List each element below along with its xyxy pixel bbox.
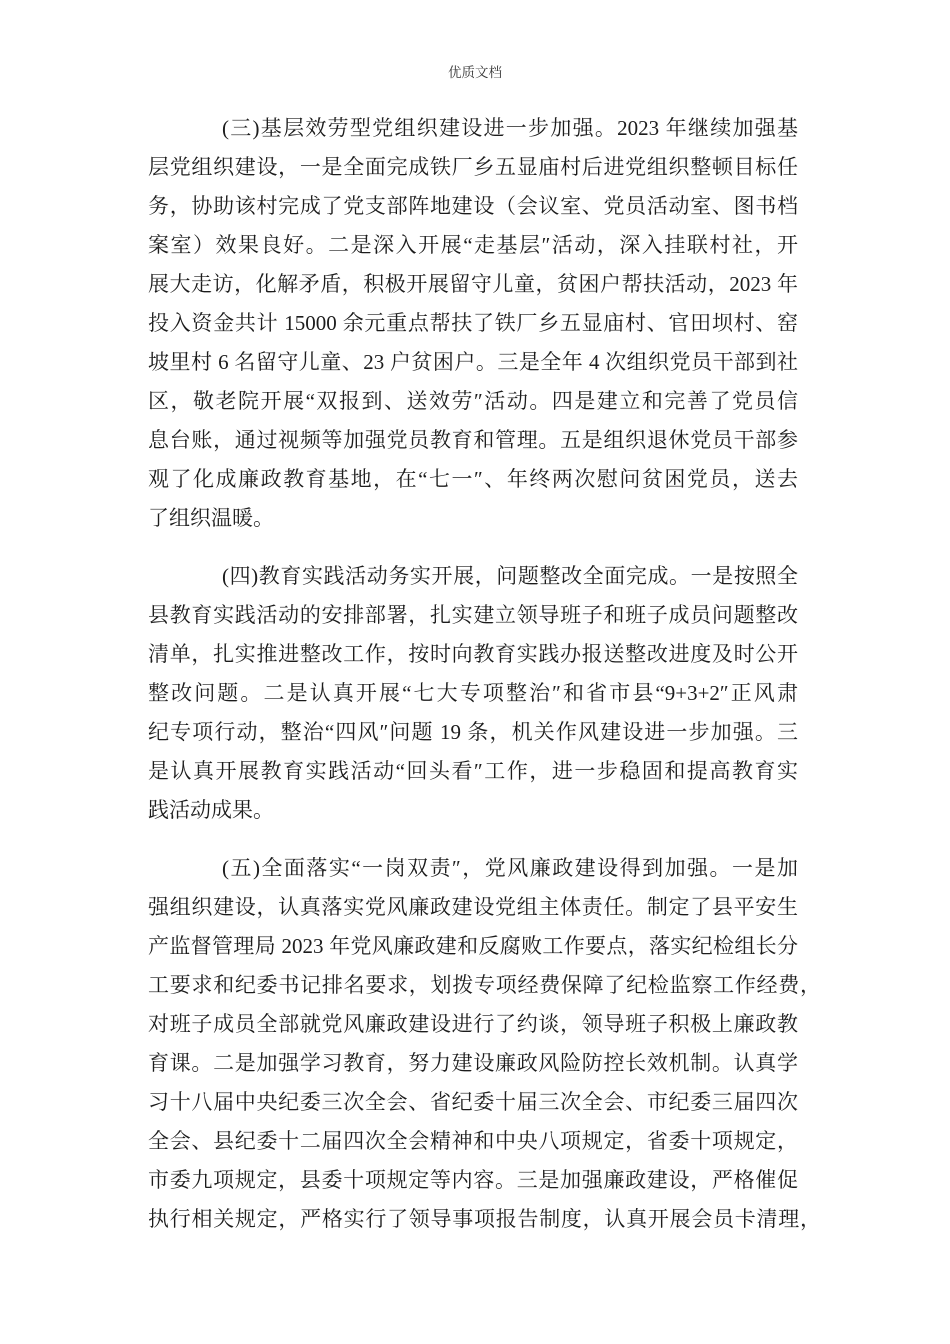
paragraph-line: 案室）效果良好。二是深入开展“走基层″活动，深入挂联村社，开 [148, 233, 798, 257]
paragraph-section-4 [148, 557, 798, 830]
paragraph-heading-line: (五)全面落实“一岗双责″，党风廉政建设得到加强。一是加 [222, 856, 798, 880]
paragraph-line: 工要求和纪委书记排名要求，划拨专项经费保障了纪检监察工作经费， [148, 973, 821, 997]
paragraph-line: 展大走访，化解矛盾，积极开展留守儿童，贫困户帮扶活动，2023 年 [148, 272, 798, 296]
paragraph-line: 执行相关规定，严格实行了领导事项报告制度，认真开展会员卡清理， [148, 1207, 821, 1231]
paragraph-line: 县教育实践活动的安排部署，扎实建立领导班子和班子成员问题整改 [148, 603, 798, 627]
paragraph-line: 市委九项规定，县委十项规定等内容。三是加强廉政建设，严格催促 [148, 1168, 798, 1192]
paragraph-last-line: 践活动成果。 [148, 798, 274, 822]
paragraph-line: 清单，扎实推进整改工作，按时向教育实践办报送整改进度及时公开 [148, 642, 798, 666]
paragraph-line: 是认真开展教育实践活动“回头看″工作，进一步稳固和提高教育实 [148, 759, 798, 783]
paragraph-heading-line: (三)基层效劳型党组织建设进一步加强。2023 年继续加强基 [222, 116, 798, 140]
paragraph-last-line: 了组织温暖。 [148, 506, 274, 530]
paragraph-section-5 [148, 849, 821, 1239]
paragraph-line: 层党组织建设，一是全面完成铁厂乡五显庙村后进党组织整顿目标任 [148, 155, 798, 179]
paragraph-line: 产监督管理局 2023 年党风廉政建和反腐败工作要点，落实纪检组长分 [148, 934, 798, 958]
paragraph-line: 全会、县纪委十二届四次全会精神和中央八项规定，省委十项规定， [148, 1129, 798, 1153]
paragraph-line: 区，敬老院开展“双报到、送效劳″活动。四是建立和完善了党员信 [148, 389, 798, 413]
paragraph-line: 纪专项行动，整治“四风″问题 19 条，机关作风建设进一步加强。三 [148, 720, 798, 744]
paragraph-line: 投入资金共计 15000 余元重点帮扶了铁厂乡五显庙村、官田坝村、窑 [148, 311, 798, 335]
paragraph-line: 息台账，通过视频等加强党员教育和管理。五是组织退休党员干部参 [148, 428, 798, 452]
paragraph-line: 观了化成廉政教育基地，在“七一″、年终两次慰问贫困党员，送去 [148, 467, 798, 491]
paragraph-line: 务，协助该村完成了党支部阵地建设（会议室、党员活动室、图书档 [148, 194, 798, 218]
paragraph-line: 强组织建设，认真落实党风廉政建设党组主体责任。制定了县平安生 [148, 895, 798, 919]
paragraph-section-3 [148, 109, 798, 538]
paragraph-line: 对班子成员全部就党风廉政建设进行了约谈，领导班子积极上廉政教 [148, 1012, 798, 1036]
page-header-title: 优质文档 [448, 65, 502, 80]
paragraph-heading-line: (四)教育实践活动务实开展，问题整改全面完成。一是按照全 [222, 564, 798, 588]
paragraph-line: 习十八届中央纪委三次全会、省纪委十届三次全会、市纪委三届四次 [148, 1090, 798, 1114]
paragraph-line: 育课。二是加强学习教育，努力建设廉政风险防控长效机制。认真学 [148, 1051, 798, 1075]
document-body [148, 109, 821, 1258]
paragraph-line: 坡里村 6 名留守儿童、23 户贫困户。三是全年 4 次组织党员干部到社 [148, 350, 798, 374]
paragraph-line: 整改问题。二是认真开展“七大专项整治″和省市县“9+3+2″正风肃 [148, 681, 798, 705]
